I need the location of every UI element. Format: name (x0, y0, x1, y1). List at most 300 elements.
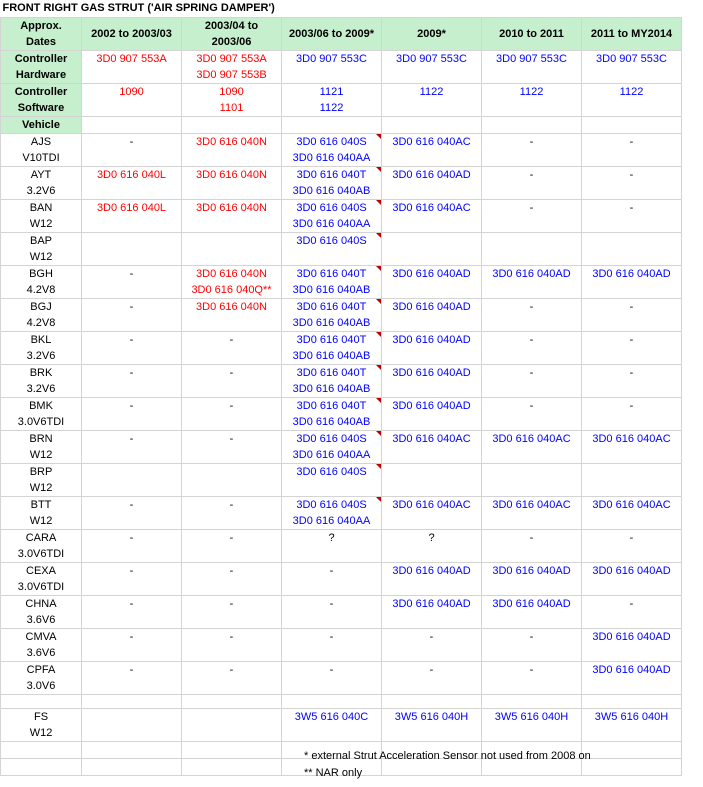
part-number-cell[interactable] (82, 233, 182, 266)
comment-indicator-icon[interactable] (376, 398, 381, 403)
controller-software-cell[interactable] (82, 84, 182, 117)
vehicle-name-line: BAP (29, 235, 52, 247)
cell-line: 3D0 616 040AD (392, 301, 471, 313)
part-number-cell[interactable] (482, 596, 582, 629)
cell-line: 3D0 616 040AD (492, 598, 571, 610)
vehicle-header-cell[interactable] (282, 117, 382, 134)
cell-line: - (129, 301, 134, 313)
comment-indicator-icon[interactable] (376, 497, 381, 502)
cell-line: - (629, 169, 634, 181)
vehicle-name-line: 3.2V6 (26, 350, 56, 362)
part-number-cell[interactable] (382, 497, 482, 530)
cell-line: - (529, 367, 534, 379)
cell-line: 3D0 616 040S (296, 235, 367, 247)
part-number-cell[interactable] (582, 629, 682, 662)
cell-line: - (129, 334, 134, 346)
part-number-cell[interactable] (582, 134, 682, 167)
part-number-cell[interactable] (582, 233, 682, 266)
part-number-cell[interactable] (482, 167, 582, 200)
controller-hardware-cell[interactable] (582, 51, 682, 84)
part-number-cell[interactable] (282, 464, 382, 497)
vehicle-name[interactable] (1, 266, 82, 299)
part-number-cell[interactable] (82, 431, 182, 464)
part-number-cell[interactable] (482, 563, 582, 596)
part-number-cell[interactable] (182, 629, 282, 662)
vehicle-name-line: W12 (29, 251, 53, 263)
vehicle-name-line: BKL (30, 334, 52, 346)
vehicle-name-line: W12 (29, 218, 53, 230)
cell-line: 1122 (519, 86, 544, 98)
part-number-cell[interactable] (382, 431, 482, 464)
cell-line: 3D0 616 040AC (392, 499, 471, 511)
part-number-cell[interactable] (282, 629, 382, 662)
part-number-cell[interactable] (82, 134, 182, 167)
vehicle-name[interactable] (1, 332, 82, 365)
vehicle-name-line: CHNA (25, 598, 57, 610)
vehicle-name-line: BTT (30, 499, 52, 511)
cell-line: 3D0 616 040N (196, 202, 267, 214)
part-number-cell[interactable] (382, 563, 482, 596)
vehicle-header-cell[interactable] (582, 117, 682, 134)
part-number-cell[interactable] (482, 365, 582, 398)
vehicle-name-line: 3.2V6 (26, 185, 56, 197)
part-number-cell[interactable] (282, 497, 382, 530)
cell-line: 3D0 616 040AC (392, 433, 471, 445)
cell-line: 1122 (319, 102, 344, 114)
vehicle-name-line: 3.0V6 (26, 680, 56, 692)
controller-hardware-cell[interactable] (282, 51, 382, 84)
cell-line: - (529, 532, 534, 544)
part-number-cell[interactable] (82, 629, 182, 662)
cell-line: - (629, 202, 634, 214)
part-number-cell[interactable] (382, 266, 482, 299)
vehicle-name-line: BGJ (30, 301, 52, 313)
cell-line: - (129, 565, 134, 577)
part-number-cell[interactable] (382, 530, 482, 563)
cell-line: 3D0 616 040N (196, 136, 267, 148)
part-number-cell[interactable] (182, 167, 282, 200)
part-number-cell[interactable] (282, 233, 382, 266)
part-number-cell[interactable] (82, 563, 182, 596)
cell-line: 3D0 616 040Q** (191, 284, 272, 296)
part-number-cell[interactable] (582, 299, 682, 332)
part-number-cell[interactable] (182, 266, 282, 299)
cell-line: 3D0 907 553C (496, 53, 567, 65)
vehicle-name-line: BRN (29, 433, 53, 445)
cell-line: 3D0 616 040AB (292, 317, 371, 329)
cell-line: 1101 (219, 102, 244, 114)
part-number-cell[interactable] (482, 398, 582, 431)
cell-line: 3D0 616 040T (296, 334, 367, 346)
cell-line: 3D0 616 040T (296, 400, 367, 412)
cell-line: 3D0 616 040S (296, 433, 367, 445)
cell-line: 1090 (219, 86, 244, 98)
cell-line: - (129, 400, 134, 412)
part-number-cell[interactable] (382, 464, 482, 497)
cell-line: - (129, 367, 134, 379)
empty-cell[interactable] (182, 759, 282, 776)
empty-cell[interactable] (1, 742, 82, 759)
cell-line: 3D0 616 040AB (292, 284, 371, 296)
comment-indicator-icon[interactable] (376, 167, 381, 172)
part-number-cell[interactable] (82, 709, 182, 742)
cell-line: - (529, 400, 534, 412)
part-number-cell[interactable] (82, 464, 182, 497)
part-number-cell[interactable] (82, 299, 182, 332)
vehicle-name[interactable] (1, 233, 82, 266)
cell-line: - (229, 367, 234, 379)
header-col-1[interactable] (182, 18, 282, 51)
part-number-cell[interactable] (382, 398, 482, 431)
cell-line: - (329, 664, 334, 676)
empty-cell[interactable] (82, 695, 182, 709)
part-number-cell[interactable] (82, 398, 182, 431)
part-number-cell[interactable] (382, 332, 482, 365)
part-number-cell[interactable] (482, 332, 582, 365)
part-number-cell[interactable] (382, 365, 482, 398)
vehicle-name[interactable] (1, 497, 82, 530)
vehicle-name[interactable] (1, 709, 82, 742)
vehicle-name-line: 3.2V6 (26, 383, 56, 395)
part-number-cell[interactable] (82, 596, 182, 629)
comment-indicator-icon[interactable] (376, 332, 381, 337)
vehicle-name[interactable] (1, 431, 82, 464)
part-number-cell[interactable] (382, 299, 482, 332)
part-number-cell[interactable] (282, 596, 382, 629)
part-number-cell[interactable] (82, 332, 182, 365)
cell-line: - (129, 631, 134, 643)
part-number-cell[interactable] (182, 709, 282, 742)
cell-line: - (229, 664, 234, 676)
cell-line: 3D0 616 040AA (292, 218, 371, 230)
comment-indicator-icon[interactable] (376, 365, 381, 370)
vehicle-name[interactable] (1, 398, 82, 431)
part-number-cell[interactable] (82, 662, 182, 695)
row-label-line: Software (17, 102, 65, 114)
empty-cell[interactable] (1, 759, 82, 776)
part-number-cell[interactable] (282, 266, 382, 299)
vehicle-name[interactable] (1, 596, 82, 629)
comment-indicator-icon[interactable] (376, 200, 381, 205)
vehicle-name[interactable] (1, 167, 82, 200)
cell-line: 3D0 616 040AD (392, 367, 471, 379)
cell-line: - (129, 532, 134, 544)
part-number-cell[interactable] (382, 134, 482, 167)
vehicle-name-line: 3.0V6TDI (17, 581, 65, 593)
cell-line: - (229, 499, 234, 511)
cell-line: 3D0 616 040AD (492, 565, 571, 577)
part-number-cell[interactable] (582, 464, 682, 497)
controller-software-cell[interactable] (582, 84, 682, 117)
part-number-cell[interactable] (182, 134, 282, 167)
empty-cell[interactable] (82, 759, 182, 776)
header-col-3[interactable] (382, 18, 482, 51)
empty-cell[interactable] (82, 742, 182, 759)
part-number-cell[interactable] (482, 497, 582, 530)
empty-cell[interactable] (582, 695, 682, 709)
part-number-cell[interactable] (582, 431, 682, 464)
part-number-cell[interactable] (82, 530, 182, 563)
part-number-cell[interactable] (182, 497, 282, 530)
part-number-cell[interactable] (582, 332, 682, 365)
controller-hardware-cell[interactable] (382, 51, 482, 84)
part-number-cell[interactable] (182, 662, 282, 695)
vehicle-name-line: BAN (29, 202, 53, 214)
part-number-cell[interactable] (582, 709, 682, 742)
comment-indicator-icon[interactable] (376, 233, 381, 238)
part-number-cell[interactable] (582, 530, 682, 563)
vehicle-header-cell[interactable] (182, 117, 282, 134)
cell-line: ? (328, 532, 335, 544)
part-number-cell[interactable] (182, 299, 282, 332)
cell-line: - (129, 598, 134, 610)
cell-line: 3D0 616 040L (96, 169, 167, 181)
vehicle-name-line: 3.6V6 (26, 614, 56, 626)
vehicle-name[interactable] (1, 365, 82, 398)
cell-line: - (529, 202, 534, 214)
part-number-cell[interactable] (182, 464, 282, 497)
part-number-cell[interactable] (182, 365, 282, 398)
cell-line: 3W5 616 040H (594, 711, 669, 723)
part-number-cell[interactable] (482, 530, 582, 563)
header-label-line: Dates (26, 36, 56, 48)
cell-line: 3D0 616 040AC (492, 499, 571, 511)
header-col-4[interactable] (482, 18, 582, 51)
controller-hardware-cell[interactable] (82, 51, 182, 84)
vehicle-name-line: BRP (29, 466, 53, 478)
cell-line: - (129, 499, 134, 511)
part-number-cell[interactable] (182, 332, 282, 365)
controller-software-cell[interactable] (282, 84, 382, 117)
part-number-cell[interactable] (82, 200, 182, 233)
part-number-cell[interactable] (282, 662, 382, 695)
part-number-cell[interactable] (582, 365, 682, 398)
cell-line: 3D0 616 040S (296, 202, 367, 214)
controller-software-label[interactable] (1, 84, 82, 117)
part-number-cell[interactable] (482, 134, 582, 167)
part-number-cell[interactable] (482, 233, 582, 266)
cell-line: 3D0 616 040N (196, 169, 267, 181)
vehicle-name[interactable] (1, 464, 82, 497)
cell-line: - (429, 664, 434, 676)
cell-line: - (429, 631, 434, 643)
empty-cell[interactable] (582, 759, 682, 776)
header-label-line: Approx. (20, 20, 62, 32)
header-col-2[interactable] (282, 18, 382, 51)
controller-hardware-cell[interactable] (182, 51, 282, 84)
vehicle-name-line: 3.0V6TDI (17, 548, 65, 560)
vehicle-header-cell[interactable] (382, 117, 482, 134)
header-approx-dates[interactable] (1, 18, 82, 51)
cell-line: 3D0 616 040S (296, 136, 367, 148)
part-number-cell[interactable] (282, 563, 382, 596)
vehicle-label[interactable]: Vehicle (1, 117, 82, 134)
row-label-line: Hardware (15, 69, 67, 81)
cell-line: 3D0 616 040AD (392, 169, 471, 181)
cell-line: - (129, 268, 134, 280)
part-number-cell[interactable] (482, 431, 582, 464)
part-number-cell[interactable] (482, 464, 582, 497)
part-number-cell[interactable] (82, 365, 182, 398)
part-number-cell[interactable] (182, 200, 282, 233)
cell-line: - (529, 664, 534, 676)
cell-line: 3D0 907 553A (96, 53, 167, 65)
cell-line: - (629, 400, 634, 412)
part-number-cell[interactable] (82, 497, 182, 530)
empty-cell[interactable] (482, 695, 582, 709)
part-number-cell[interactable] (182, 530, 282, 563)
cell-line: 3D0 616 040AD (392, 334, 471, 346)
header-col-5[interactable] (582, 18, 682, 51)
part-number-cell[interactable] (82, 266, 182, 299)
cell-line: - (329, 631, 334, 643)
cell-line: 1122 (619, 86, 644, 98)
cell-line: 3D0 616 040AD (392, 268, 471, 280)
controller-hardware-label[interactable] (1, 51, 82, 84)
part-number-cell[interactable] (282, 431, 382, 464)
cell-line: 3D0 616 040AD (392, 400, 471, 412)
empty-cell[interactable] (382, 695, 482, 709)
part-number-cell[interactable] (82, 167, 182, 200)
cell-line: - (329, 565, 334, 577)
empty-cell[interactable] (182, 742, 282, 759)
comment-indicator-icon[interactable] (376, 134, 381, 139)
part-number-cell[interactable] (582, 266, 682, 299)
part-number-cell[interactable] (482, 629, 582, 662)
part-number-cell[interactable] (482, 709, 582, 742)
part-number-cell[interactable] (382, 596, 482, 629)
part-number-cell[interactable] (382, 629, 482, 662)
header-col-label: 2003/06 (211, 36, 252, 48)
part-number-cell[interactable] (282, 299, 382, 332)
cell-line: 3D0 907 553C (296, 53, 367, 65)
cell-line: - (229, 400, 234, 412)
part-number-cell[interactable] (482, 266, 582, 299)
comment-indicator-icon[interactable] (376, 464, 381, 469)
part-number-cell[interactable] (282, 398, 382, 431)
vehicle-name-line: CEXA (26, 565, 56, 577)
empty-cell[interactable] (1, 695, 82, 709)
controller-software-cell[interactable] (482, 84, 582, 117)
vehicle-header-cell[interactable] (482, 117, 582, 134)
part-number-cell[interactable] (382, 233, 482, 266)
cell-line: 3D0 907 553B (196, 69, 267, 81)
part-number-cell[interactable] (582, 167, 682, 200)
cell-line: 3W5 616 040H (494, 711, 569, 723)
part-number-cell[interactable] (282, 332, 382, 365)
cell-line: 3D0 616 040AC (592, 499, 671, 511)
sheet-title[interactable]: FRONT RIGHT GAS STRUT ('AIR SPRING DAMPER') (2, 2, 275, 14)
vehicle-name[interactable] (1, 200, 82, 233)
cell-line: 3D0 616 040AC (492, 433, 571, 445)
cell-line: 3D0 616 040AD (492, 268, 571, 280)
part-number-cell[interactable] (582, 200, 682, 233)
part-number-cell[interactable] (182, 431, 282, 464)
cell-line: 3D0 616 040AD (592, 268, 671, 280)
part-number-cell[interactable] (582, 563, 682, 596)
cell-line: - (129, 433, 134, 445)
part-number-cell[interactable] (282, 365, 382, 398)
cell-line: 3D0 616 040L (96, 202, 167, 214)
part-number-cell[interactable] (282, 167, 382, 200)
part-number-cell[interactable] (282, 709, 382, 742)
part-number-cell[interactable] (182, 563, 282, 596)
cell-line: - (129, 136, 134, 148)
controller-hardware-cell[interactable] (482, 51, 582, 84)
part-number-cell[interactable] (482, 662, 582, 695)
controller-software-cell[interactable] (382, 84, 482, 117)
vehicle-name[interactable] (1, 134, 82, 167)
vehicle-name[interactable] (1, 629, 82, 662)
cell-line: - (529, 301, 534, 313)
part-number-cell[interactable] (182, 233, 282, 266)
vehicle-name-line: BRK (29, 367, 53, 379)
vehicle-name[interactable] (1, 299, 82, 332)
part-number-cell[interactable] (182, 596, 282, 629)
empty-cell[interactable] (182, 695, 282, 709)
vehicle-name-line: 3.6V6 (26, 647, 56, 659)
vehicle-name[interactable] (1, 530, 82, 563)
part-number-cell[interactable] (182, 398, 282, 431)
part-number-cell[interactable] (482, 299, 582, 332)
part-number-cell[interactable] (582, 398, 682, 431)
cell-line: - (629, 334, 634, 346)
cell-line: 3W5 616 040H (394, 711, 469, 723)
part-number-cell[interactable] (482, 200, 582, 233)
empty-cell[interactable] (582, 742, 682, 759)
empty-cell[interactable] (282, 695, 382, 709)
controller-software-cell[interactable] (182, 84, 282, 117)
cell-line: 3D0 616 040AD (392, 565, 471, 577)
cell-line: - (229, 433, 234, 445)
cell-line: 3D0 616 040T (296, 268, 367, 280)
comment-indicator-icon[interactable] (376, 299, 381, 304)
comment-indicator-icon[interactable] (376, 431, 381, 436)
header-col-label: 2009* (417, 28, 446, 40)
part-number-cell[interactable] (582, 596, 682, 629)
comment-indicator-icon[interactable] (376, 266, 381, 271)
part-number-cell[interactable] (282, 134, 382, 167)
cell-line: - (129, 664, 134, 676)
part-number-cell[interactable] (582, 662, 682, 695)
part-number-cell[interactable] (582, 497, 682, 530)
vehicle-header-cell[interactable] (82, 117, 182, 134)
part-number-cell[interactable] (382, 167, 482, 200)
part-number-cell[interactable] (382, 662, 482, 695)
part-number-cell[interactable] (382, 200, 482, 233)
header-col-label: 2002 to 2003/03 (91, 28, 172, 40)
vehicle-name-line: 3.0V6TDI (17, 416, 65, 428)
cell-line: - (629, 532, 634, 544)
cell-line: 3D0 616 040S (296, 499, 367, 511)
cell-line: 3D0 616 040AA (292, 449, 371, 461)
cell-line: - (529, 631, 534, 643)
cell-line: - (229, 598, 234, 610)
vehicle-name-line: CMVA (25, 631, 57, 643)
part-number-cell[interactable] (282, 530, 382, 563)
part-number-cell[interactable] (382, 709, 482, 742)
cell-line: - (629, 301, 634, 313)
cell-line: 3D0 907 553A (196, 53, 267, 65)
cell-line: 3D0 616 040AD (592, 631, 671, 643)
header-col-0[interactable] (82, 18, 182, 51)
vehicle-name[interactable] (1, 563, 82, 596)
cell-line: 3D0 616 040AB (292, 416, 371, 428)
footnote-2: ** NAR only (304, 767, 363, 779)
part-number-cell[interactable] (282, 200, 382, 233)
cell-line: - (229, 334, 234, 346)
vehicle-name[interactable] (1, 662, 82, 695)
